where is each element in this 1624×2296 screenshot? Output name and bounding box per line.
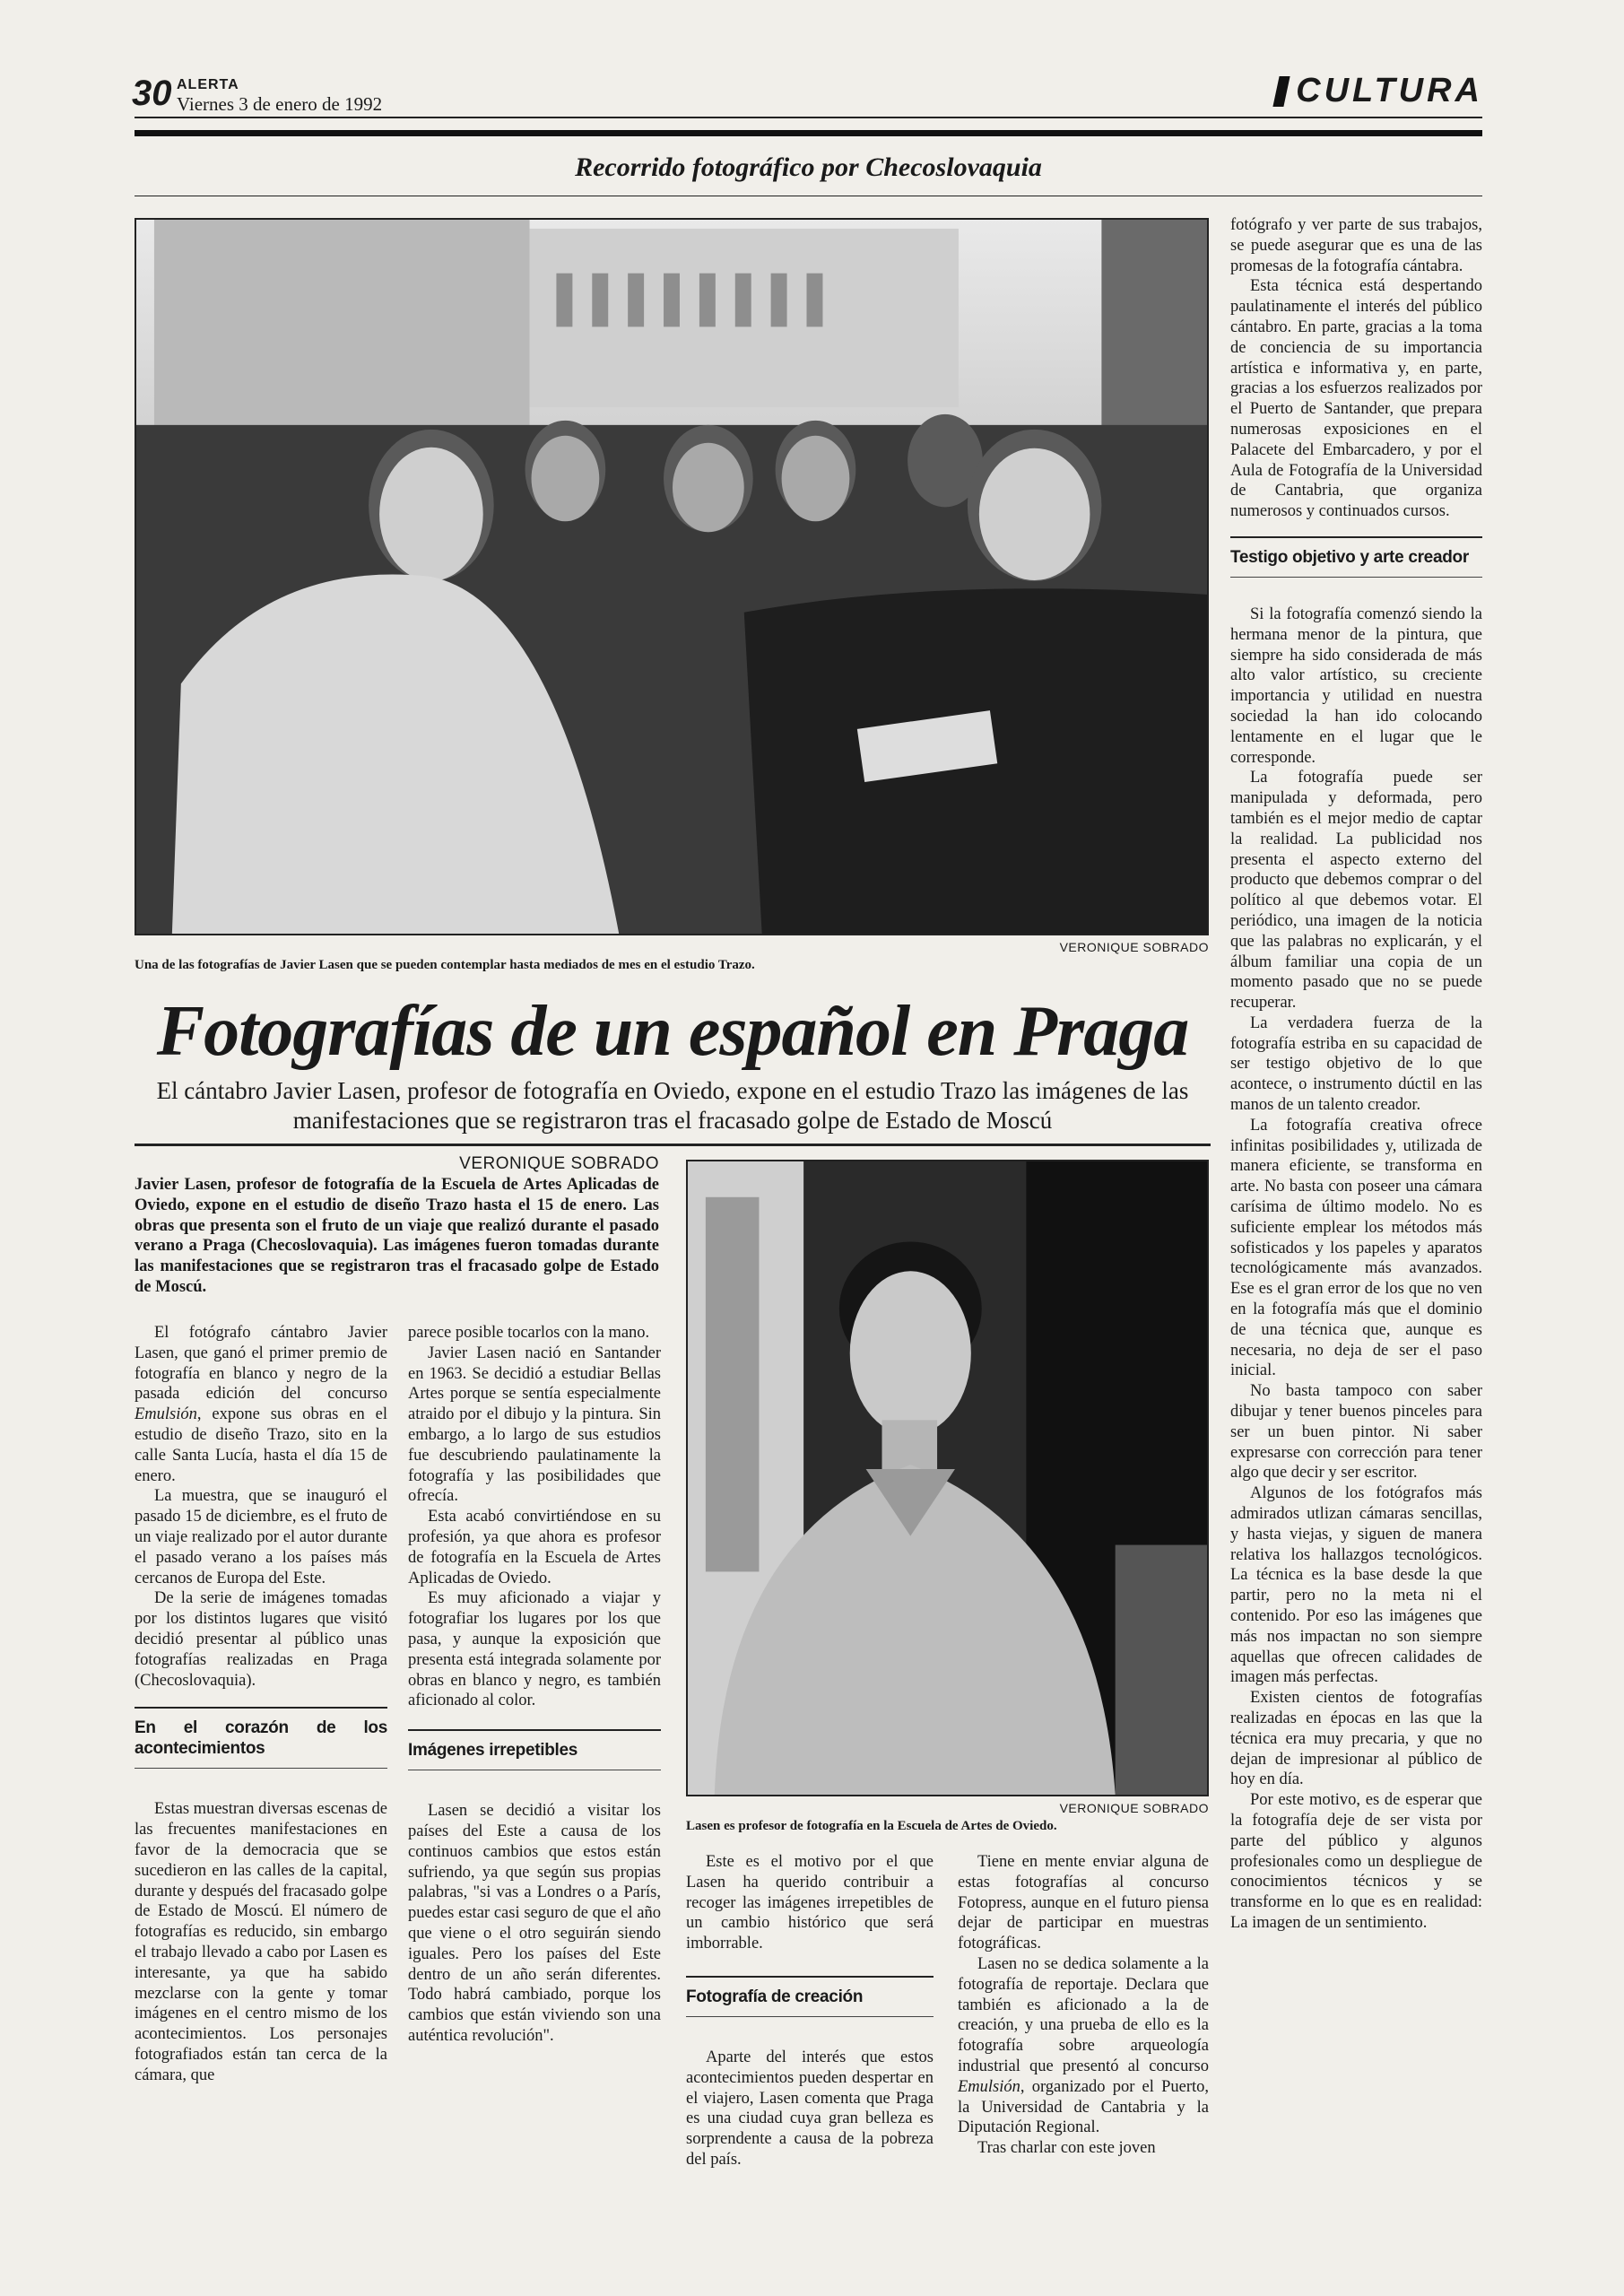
contest-name: Emulsión — [958, 2077, 1020, 2096]
col5-paragraph: La fotografía creativa ofrece infinitas posibilidades y, utilizada de manera eficiente, se transforma en arte. No basta con poseer una cámara carísima de último modelo. No es suficiente emplear los métodos más sofisticados y los papeles y aparatos tecnológicamente más avanzados. Ese es el gran error de los que no ven en la fotografía más que el dominio de una técnica que, aunque es necesaria, no deja de ser el paso inicial. — [1230, 1116, 1482, 1380]
column-5 — [1230, 215, 1482, 1934]
col4-p2-text-end: , organizado por el Puerto, la Universidad de Cantabria y la Diputación Regional. — [958, 2077, 1209, 2137]
subhead-testigo: Testigo objetivo y arte creador — [1230, 547, 1469, 567]
byline: VERONIQUE SOBRADO — [459, 1154, 659, 1173]
subhead-creacion: Fotografía de creación — [686, 1987, 864, 2006]
column-1 — [135, 1323, 387, 2086]
section-name: CULTURA — [1296, 72, 1483, 109]
subhead-imagenes: Imágenes irrepetibles — [408, 1741, 578, 1761]
col5-paragraph: Algunos de los fotógrafos más admirados utlizan cámaras sencillas, y hasta viejas, y siguen de manera relativa los hallazgos tecnológicos. La técnica es la base desde la que partir, pero no la meta ni el contenido. Por eso las imágenes que más nos impactan no son siempre aquellas que ofrecen calidades de imagen más perfectas. — [1230, 1484, 1482, 1687]
header-rule-thick — [135, 130, 1482, 136]
protest-photo-image — [136, 220, 1207, 934]
col1-p1-text-end: , expone sus obras en el estudio de diseño Trazo, sito en la calle Santa Lucía, hasta el día 15 de enero. — [135, 1405, 387, 1485]
col1-paragraph: Estas muestran diversas escenas de las frecuentes manifestaciones en favor de la democracia que se sucedieron en las calles de la capital, durante y después del fracasado golpe de Estado de Moscú. El número de fotografías es reducido, sin embargo el trabajo llevado a cabo por Lasen es interesante, ya que ha sabido mezclarse con la gente y tomar imágenes en el centro mismo de los acontecimientos. Los personajes fotografiados están tan cerca de la cámara, que — [135, 1800, 387, 2084]
col5-paragraph: fotógrafo y ver parte de sus trabajos, se puede asegurar que es una de las promesas de la fotografía cántabra. — [1230, 216, 1482, 275]
col5-paragraph: La fotografía puede ser manipulada y deformada, pero también es el mejor medio de captar la realidad. La publicidad nos presenta el aspecto externo del producto que debemos comprar o del político al que debemos votar. El periódico, una imagen de la noticia que las palabras no explicarán, y el álbum familiar una copia de un momento pasado que no se puede recuperar. — [1230, 769, 1482, 1013]
section-label — [1276, 72, 1483, 110]
column-2 — [408, 1323, 661, 2047]
portrait-photo-caption: Lasen es profesor de fotografía en la Escuela de Artes de Oviedo. — [686, 1819, 1057, 1833]
protest-photo-caption: Una de las fotografías de Javier Lasen que se pueden contemplar hasta mediados de mes en el estudio Trazo. — [135, 958, 755, 972]
col2-paragraph: Es muy aficionado a viajar y fotografiar los lugares por los que pasa, y aunque la exposición que presenta está integrada solamente por obras en blanco y negro, es también aficionado al color. — [408, 1589, 661, 1710]
subhead-rule-top — [1230, 536, 1482, 538]
subhead-corazon: En el corazón de los acontecimientos — [135, 1718, 387, 1759]
col2-paragraph: Lasen se decidió a visitar los países del Este a causa de los continuos cambios que estos están sufriendo, ya que según sus propias palabras, "si vas a Londres o a París, puedes estar casi seguro de que el año que viene o el otro seguirán siendo iguales. Pero los países del Este dentro de un año serán diferentes. Todo habrá cambiado, porque los cambios que están viviendo son una auténtica revolución". — [408, 1802, 661, 2045]
col5-paragraph: Si la fotografía comenzó siendo la hermana menor de la pintura, que siempre ha sido considerada de más alto valor artístico, su creciente importancia y utilidad en nuestra sociedad la han ido colocando lentamente en el lugar que le corresponde. — [1230, 604, 1482, 767]
col5-paragraph: La verdadera fuerza de la fotografía estriba en su capacidad de ser testigo objetivo de lo que acontece, o instrumento dúctil en las manos de un talento creador. — [1230, 1013, 1482, 1115]
col4-paragraph: Tiene en mente enviar alguna de estas fotografías al concurso Fotopress, aunque en el futuro piensa dejar de participar en muestras fotográficas. — [958, 1853, 1209, 1953]
column-4 — [958, 1852, 1209, 2159]
subhead-rule-top — [135, 1707, 387, 1709]
column-3 — [686, 1852, 934, 2170]
issue-date: Viernes 3 de enero de 1992 — [177, 93, 383, 115]
col4-p2-text: Lasen no se dedica solamente a la fotografía de reportaje. Declara que también es aficionado a la de creación, y una prueba de ello es la fotografía sobre arqueología industrial que presentó al concurso — [958, 1954, 1209, 2075]
header-rule-thin — [135, 117, 1482, 118]
deck-rule — [135, 1144, 1211, 1146]
col2-paragraph: Javier Lasen nació en Santander en 1963. Se decidió a estudiar Bellas Artes porque se sentía especialmente atraido por el dibujo y la pintura. Sin embargo, a lo largo de sus estudios fue descubriendo paulatinamente la fotografía y las posibilidades que ofrecía. — [408, 1344, 661, 1506]
section-bar-mark — [1273, 76, 1290, 107]
col1-paragraph — [135, 1323, 387, 1486]
col3-paragraph: Este es el motivo por el que Lasen ha querido contribuir a recoger las imágenes irrepetibles de un cambio histórico que será imborrable. — [686, 1853, 934, 1953]
col4-paragraph: Tras charlar con este joven — [977, 2139, 1156, 2158]
col5-paragraph: No basta tampoco con saber dibujar y tener buenos pinceles para ser un buen pintor. Ni saber expresarse con corrección para tener algo que decir y ser escritor. — [1230, 1382, 1482, 1483]
col1-paragraph: De la serie de imágenes tomadas por los distintos lugares que visitó decidió presentar al público unas fotografías realizadas en Praga (Checoslovaquia). — [135, 1589, 387, 1690]
headline: Fotografías de un español en Praga — [156, 992, 1189, 1071]
col1-paragraph: La muestra, que se inauguró el pasado 15 de diciembre, es el fruto de un viaje realizado por el autor durante el pasado verano a los países más cercanos de Europa del Este. — [135, 1487, 387, 1587]
subhead-rule-top — [408, 1729, 661, 1731]
subhead-rule-top — [686, 1976, 934, 1978]
kicker: Recorrido fotográfico por Checoslovaquia — [575, 152, 1042, 182]
deck: El cántabro Javier Lasen, profesor de fotografía en Oviedo, expone en el estudio Trazo las imágenes de las manifestaciones que se registraron tras el fracasado golpe de Estado de Moscú — [156, 1077, 1189, 1134]
portrait-photo-credit: VERONIQUE SOBRADO — [1059, 1801, 1209, 1815]
col5-paragraph: Esta técnica está despertando paulatinamente el interés del público cántabro. En parte, gracias a la toma de conciencia de su importancia artística e informativa y, en parte, gracias a los esfuerzos realizados por el Puerto de Santander, que prepara numerosas exposiciones en el Palacete del Embarcadero, y por el Aula de Fotografía de la Universidad de Cantabria, que organiza numerosos y continuados cursos. — [1230, 277, 1482, 521]
col4-paragraph — [958, 1954, 1209, 2138]
col5-paragraph: Por este motivo, es de esperar que la fotografía deje de ser vista por parte del público y algunos profesionales como un despliegue de conocimientos técnicos y se transforme en lo que es en realidad: La imagen de un sentimiento. — [1230, 1791, 1482, 1932]
col1-p1-text: El fotógrafo cántabro Javier Lasen, que ganó el primer premio de fotografía en blanco y negro de la pasada edición del concurso — [135, 1324, 387, 1404]
portrait-photo — [686, 1160, 1209, 1796]
publication-name: ALERTA — [177, 77, 239, 92]
protest-photo-credit: VERONIQUE SOBRADO — [1059, 940, 1209, 954]
contest-name: Emulsión — [135, 1405, 197, 1424]
col2-paragraph: Esta acabó convirtiéndose en su profesión, ya que ahora es profesor de fotografía en la Escuela de Artes Aplicadas de Oviedo. — [408, 1508, 661, 1587]
page-number: 30 — [132, 74, 172, 113]
portrait-photo-image — [688, 1161, 1207, 1795]
col3-paragraph: Aparte del interés que estos acontecimientos pueden despertar en el viajero, Lasen comenta que Praga es una ciudad cuya gran belleza es sorprendente a causa de la pobreza del país. — [686, 2048, 934, 2169]
lede: Javier Lasen, profesor de fotografía de la Escuela de Artes Aplicadas de Oviedo, expone en el estudio de diseño Trazo hasta el 15 de enero. Las obras que presenta son el fruto de un viaje que realizó durante el pasado verano a Praga (Checoslovaquia). Las imágenes fueron tomadas durante las manifestaciones que se registraron tras el fracasado golpe de Estado de Moscú. — [135, 1176, 659, 1296]
col2-paragraph: parece posible tocarlos con la mano. — [408, 1324, 650, 1342]
col5-paragraph: Existen cientos de fotografías realizadas en épocas en las que la técnica era muy precaria, y que no dejan de impresionar al público de hoy en día. — [1230, 1689, 1482, 1789]
protest-photo — [135, 218, 1209, 935]
